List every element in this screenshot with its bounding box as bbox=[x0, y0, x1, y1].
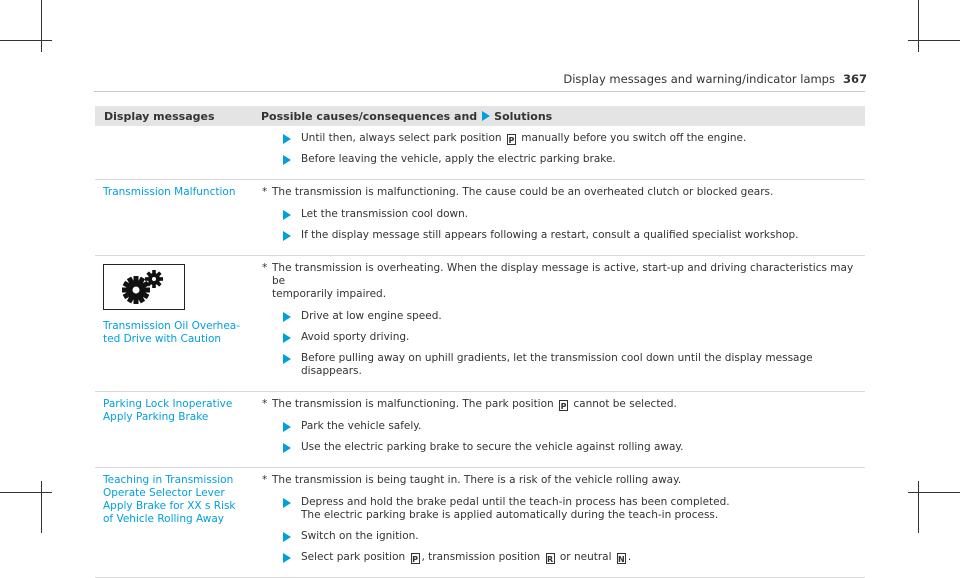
arrow-icon bbox=[283, 422, 291, 432]
cause-text: * The transmission is malfunctioning. The park position P cannot be selected. bbox=[262, 398, 677, 411]
table-header bbox=[95, 106, 865, 126]
crop-mark bbox=[918, 481, 919, 533]
messages-table bbox=[95, 106, 865, 578]
reverse-key-icon: R bbox=[546, 555, 554, 564]
solution-item: Select park position P , transmission position R or neutral N . bbox=[283, 551, 865, 564]
header-rule bbox=[94, 91, 865, 92]
col-causes-solutions: Possible causes/consequences and Solutions bbox=[261, 109, 553, 123]
message-text: Transmission Oil Overhea- bbox=[103, 320, 241, 332]
park-key-icon: P bbox=[560, 402, 567, 411]
crop-mark bbox=[41, 0, 42, 52]
solution-item: Let the transmission cool down. bbox=[283, 208, 865, 221]
park-key-icon: P bbox=[508, 136, 515, 145]
running-header bbox=[563, 72, 867, 86]
message-text: Transmission Malfunction bbox=[103, 186, 236, 198]
message-cell bbox=[95, 256, 255, 391]
message-cell bbox=[95, 126, 255, 179]
message-text: Apply Parking Brake bbox=[103, 411, 209, 423]
arrow-icon bbox=[283, 155, 291, 165]
arrow-icon bbox=[283, 553, 291, 563]
message-text: Apply Brake for XX s Risk bbox=[103, 500, 236, 512]
crop-mark bbox=[908, 492, 960, 493]
neutral-key-icon: N bbox=[618, 555, 625, 564]
solution-item: Until then, always select park position P manually before you switch off the engine. bbox=[283, 132, 865, 145]
solution-item: Switch on the ignition. bbox=[283, 530, 865, 543]
solution-cell bbox=[255, 180, 865, 255]
message-text: of Vehicle Rolling Away bbox=[103, 513, 224, 525]
message-text: Parking Lock Inoperative bbox=[103, 398, 233, 410]
solution-cell bbox=[255, 256, 865, 391]
crop-mark bbox=[41, 481, 42, 533]
message-cell bbox=[95, 468, 255, 577]
arrow-icon bbox=[283, 134, 291, 144]
message-text: ted Drive with Caution bbox=[103, 333, 222, 345]
park-key-icon: P bbox=[412, 555, 418, 564]
table-row bbox=[95, 392, 865, 468]
message-cell bbox=[95, 180, 255, 255]
cause-text: * The transmission is malfunctioning. The cause could be an overheated clutch or blocked gears. bbox=[262, 186, 774, 198]
header-title: Display messages and warning/indicator lamps bbox=[563, 72, 835, 86]
table-row bbox=[95, 468, 865, 578]
crop-mark bbox=[0, 492, 52, 493]
arrow-icon bbox=[283, 333, 291, 343]
table-row bbox=[95, 126, 865, 180]
message-text: Operate Selector Lever bbox=[103, 487, 225, 499]
table-row bbox=[95, 180, 865, 256]
solution-cell bbox=[255, 468, 865, 577]
solution-item: Park the vehicle safely. bbox=[283, 420, 865, 433]
message-cell bbox=[95, 392, 255, 467]
transmission-overheat-gears-icon bbox=[103, 264, 185, 310]
arrow-icon bbox=[482, 111, 490, 121]
solution-item: If the display message still appears following a restart, consult a qualified specialist workshop. bbox=[283, 229, 865, 242]
solution-cell bbox=[255, 392, 865, 467]
message-text: Teaching in Transmission bbox=[103, 474, 234, 486]
solution-item: Depress and hold the brake pedal until the teach-in process has been completed. The electric parking brake is applied automatically during the teach-in process. bbox=[283, 496, 865, 522]
cause-text: * The transmission is overheating. When the display message is active, start-up and driving characteristics may be temporarily impaired. bbox=[262, 262, 854, 300]
arrow-icon bbox=[283, 354, 291, 364]
arrow-icon bbox=[283, 210, 291, 220]
solution-item: Before leaving the vehicle, apply the electric parking brake. bbox=[283, 153, 865, 166]
solution-item: Before pulling away on uphill gradients, let the transmission cool down until the display message disappears. bbox=[283, 352, 865, 378]
arrow-icon bbox=[283, 312, 291, 322]
solution-item: Drive at low engine speed. bbox=[283, 310, 865, 323]
solution-cell bbox=[255, 126, 865, 179]
arrow-icon bbox=[283, 532, 291, 542]
page-number: 367 bbox=[842, 72, 867, 86]
arrow-icon bbox=[283, 231, 291, 241]
table-row bbox=[95, 256, 865, 392]
crop-mark bbox=[918, 0, 919, 52]
solution-item: Use the electric parking brake to secure the vehicle against rolling away. bbox=[283, 441, 865, 454]
arrow-icon bbox=[283, 443, 291, 453]
cause-text: * The transmission is being taught in. There is a risk of the vehicle rolling away. bbox=[262, 474, 682, 486]
crop-mark bbox=[908, 40, 960, 41]
col-display-messages: Display messages bbox=[104, 109, 215, 123]
crop-mark bbox=[0, 40, 52, 41]
arrow-icon bbox=[283, 498, 291, 508]
gears-icon bbox=[112, 268, 176, 306]
solution-item: Avoid sporty driving. bbox=[283, 331, 865, 344]
